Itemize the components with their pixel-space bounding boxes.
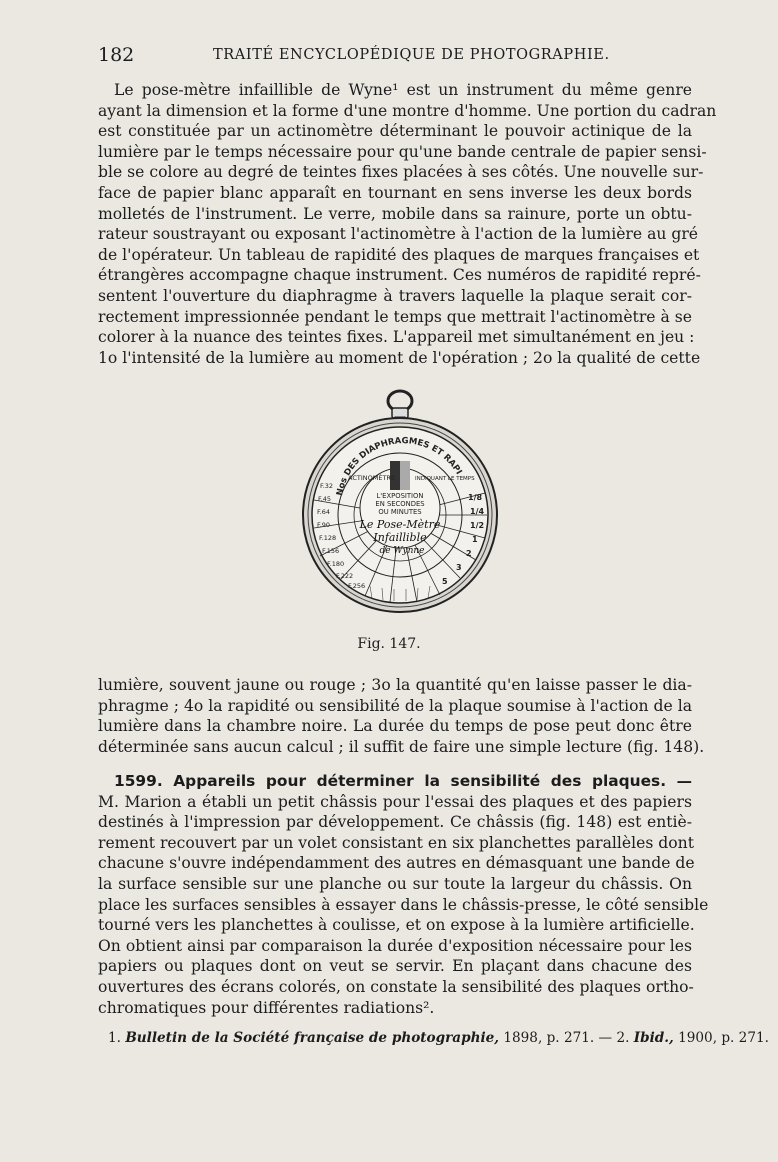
text-line: sentent l'ouverture du diaphragme à travers laquelle la plaque serait cor- [98,286,692,305]
dial-right-text: INDIQUANT LE TEMPS [415,476,475,482]
running-head: TRAITÉ ENCYCLOPÉDIQUE DE PHOTOGRAPHIE. [213,47,610,63]
figure-caption: Fig. 147. [357,636,421,652]
text-line: lumière par le temps nécessaire pour qu'une bande centrale de papier sensi- [98,142,707,161]
text-line: de l'opérateur. Un tableau de rapidité des plaques de marques françaises et [98,245,700,264]
page-header [98,44,692,72]
f-label: F.45 [318,495,332,503]
scale-number: 1/2 [470,521,485,530]
text-line: ble se colore au degré de teintes fixes placées à ses côtés. Une nouvelle sur- [98,163,704,182]
text-line: molletés de l'instrument. Le verre, mobile dans sa rainure, porte un obtu- [98,204,692,223]
text-line: place les surfaces sensibles à essayer dans le châssis-presse, le côté sensible [98,895,709,914]
section-heading [98,771,692,792]
scale-number: 3 [456,563,462,572]
f-label: F.256 [348,582,366,590]
section-1599 [98,771,709,1018]
f-label: F.64 [317,508,331,516]
brand-line-2: Infaillible [373,531,427,544]
text-line: la surface sensible sur une planche ou sur toute la largeur du châssis. On [98,874,692,893]
scale-number: 2 [466,549,472,558]
text-line: déterminée sans aucun calcul ; il suffit de faire une simple lecture (fig. 148). [98,737,705,756]
text-line: phragme ; 4o la rapidité ou sensibilité de la plaque soumise à l'action de la [98,696,692,715]
text-line: papiers ou plaques dont on veut se servir. En plaçant dans chacune des [98,957,692,976]
text-line: rectement impressionnée pendant le temps que mettrait l'actinomètre à se [98,307,692,326]
footnote-source: Bulletin de la Société française de photographie, [125,1030,500,1046]
brand-line-1: Le Pose-Mètre [359,518,441,531]
text-line: lumière, souvent jaune ou rouge ; 3o la quantité qu'en laisse passer le dia- [98,676,692,694]
text-line: colorer à la nuance des teintes fixes. L'appareil met simultanément en jeu : [98,328,695,347]
text-line: lumière dans la chambre noire. La durée du temps de pose peut donc être [98,717,692,736]
text-line: rateur soustrayant ou exposant l'actinomètre à l'action de la lumière au gré [98,225,699,244]
f-label: F.90 [317,521,331,529]
text-line: chromatiques pour différentes radiations². [98,998,435,1017]
f-label: F.156 [322,547,340,555]
dial-center-line-1: L'EXPOSITION [376,492,424,500]
footnote-number: 1. [108,1030,121,1046]
page-number: 182 [98,44,135,66]
footnote-reference: 1900, p. 271. [678,1030,769,1046]
text-line: On obtient ainsi par comparaison la durée d'exposition nécessaire pour les [98,936,692,955]
f-label: F.222 [336,572,354,580]
figure-147 [290,388,522,623]
scale-number: 1/8 [468,493,483,502]
pose-metre-illustration [290,388,522,623]
text-line: M. Marion a établi un petit châssis pour l'essai des plaques et des papiers [98,792,692,811]
section-number: 1599. [114,772,163,790]
text-line: ayant la dimension et la forme d'une montre d'homme. Une portion du cadran [98,101,717,120]
dial-top-text: Nos DES DIAPHRAGMES ET RAPI [335,436,464,497]
paragraph-pose-metre [98,80,717,368]
scale-number: 1/4 [470,507,485,516]
dial-center-line-3: OU MINUTES [378,508,422,516]
scale-number: 5 [442,577,448,586]
f-label: F.128 [319,534,337,542]
text-line: est constituée par un actinomètre déterminant le pouvoir actinique de la [98,122,692,141]
footnote-reference: 1898, p. 271. — [503,1030,613,1046]
text-line: chacune s'ouvre indépendamment des autres en démasquant une bande de [98,854,695,873]
text-line: destinés à l'impression par développement. Ce châssis (fig. 148) est entiè- [98,813,692,832]
text-line: ouvertures des écrans colorés, on constate la sensibilité des plaques ortho- [98,977,694,996]
scale-number: 1 [472,535,478,544]
text-line: face de papier blanc apparaît en tournant en sens inverse les deux bords [98,183,692,202]
dial-left-text: ACTINOMÈTRE [348,474,396,482]
section-title: Appareils pour déterminer la sensibilité des plaques. — [173,772,693,790]
brand-line-3: de Wynne [379,546,425,556]
f-label: F.32 [320,482,334,490]
paragraph-continuation [98,675,705,757]
footnotes [108,1030,769,1046]
text-line: étrangères accompagne chaque instrument. Ces numéros de rapidité repré- [98,266,701,285]
text-line: rement recouvert par un volet consistant en six planchettes parallèles dont [98,833,694,852]
text-line: 1o l'intensité de la lumière au moment de l'opération ; 2o la qualité de cette [98,348,701,367]
text-line: Le pose-mètre infaillible de Wyne¹ est un instrument du même genre [114,81,692,99]
f-label: F.180 [327,560,345,568]
dial-center-line-2: EN SECONDES [375,500,425,508]
text-line: tourné vers les planchettes à coulisse, et on expose à la lumière artificielle. [98,916,695,935]
footnote-source: Ibid., [633,1030,674,1046]
footnote-number: 2. [616,1030,630,1046]
